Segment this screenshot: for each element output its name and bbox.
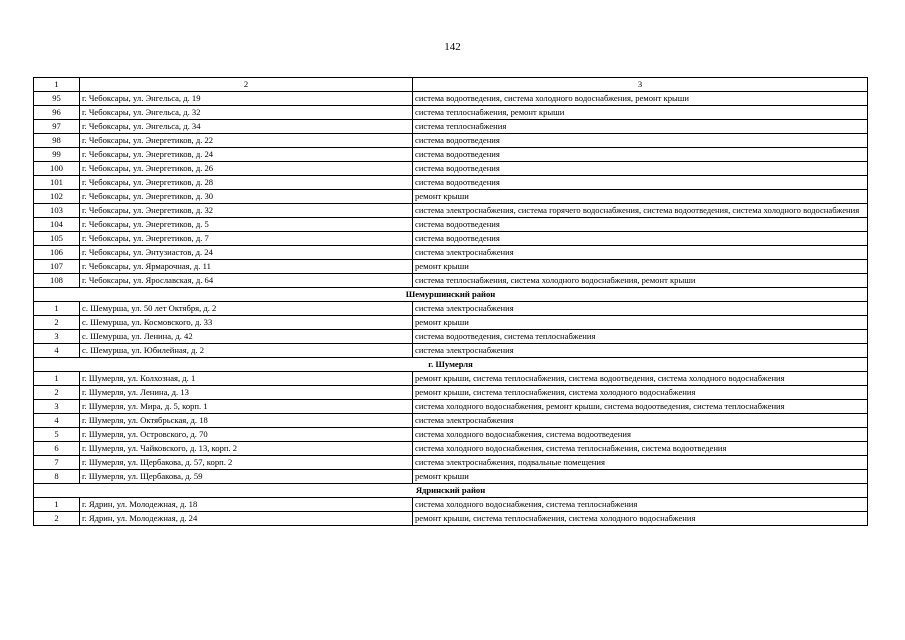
row-address: с. Шемурша, ул. Ленина, д. 42 bbox=[80, 330, 413, 344]
row-address: г. Шумерля, ул. Октябрьская, д. 18 bbox=[80, 414, 413, 428]
row-works: система водоотведения, система холодного водоснабжения, ремонт крыши bbox=[413, 92, 868, 106]
row-address: г. Чебоксары, ул. Энергетиков, д. 26 bbox=[80, 162, 413, 176]
table-row bbox=[34, 204, 868, 218]
row-works: система холодного водоснабжения, система теплоснабжения bbox=[413, 498, 868, 512]
row-address: г. Чебоксары, ул. Энергетиков, д. 5 bbox=[80, 218, 413, 232]
row-number: 2 bbox=[34, 512, 80, 526]
table-row bbox=[34, 400, 868, 414]
row-number: 4 bbox=[34, 344, 80, 358]
row-works: система водоотведения, система теплоснабжения bbox=[413, 330, 868, 344]
row-address: г. Ядрин, ул. Молодежная, д. 18 bbox=[80, 498, 413, 512]
row-number: 106 bbox=[34, 246, 80, 260]
row-number: 1 bbox=[34, 372, 80, 386]
row-works: система электроснабжения bbox=[413, 344, 868, 358]
table-row bbox=[34, 274, 868, 288]
table-row bbox=[34, 330, 868, 344]
row-address: г. Чебоксары, ул. Энтузиастов, д. 24 bbox=[80, 246, 413, 260]
table-row bbox=[34, 92, 868, 106]
register-table bbox=[33, 77, 868, 526]
table-row bbox=[34, 246, 868, 260]
row-number: 100 bbox=[34, 162, 80, 176]
row-number: 103 bbox=[34, 204, 80, 218]
row-address: г. Чебоксары, ул. Энгельса, д. 32 bbox=[80, 106, 413, 120]
row-address: г. Шумерля, ул. Щербакова, д. 57, корп. 2 bbox=[80, 456, 413, 470]
row-address: с. Шемурша, ул. Юбилейная, д. 2 bbox=[80, 344, 413, 358]
row-works: система водоотведения bbox=[413, 232, 868, 246]
table-row bbox=[34, 232, 868, 246]
table-row bbox=[34, 260, 868, 274]
section-title: г. Шумерля bbox=[34, 358, 868, 372]
table-row bbox=[34, 428, 868, 442]
row-number: 8 bbox=[34, 470, 80, 484]
table-row bbox=[34, 176, 868, 190]
row-works: система теплоснабжения, система холодного водоснабжения, ремонт крыши bbox=[413, 274, 868, 288]
row-works: система холодного водоснабжения, ремонт крыши, система водоотведения, система теплоснабжения bbox=[413, 400, 868, 414]
row-address: г. Шумерля, ул. Ленина, д. 13 bbox=[80, 386, 413, 400]
row-works: система электроснабжения bbox=[413, 302, 868, 316]
table-row bbox=[34, 162, 868, 176]
row-number: 99 bbox=[34, 148, 80, 162]
row-number: 108 bbox=[34, 274, 80, 288]
table-row bbox=[34, 344, 868, 358]
row-address: г. Чебоксары, ул. Энгельса, д. 34 bbox=[80, 120, 413, 134]
row-number: 4 bbox=[34, 414, 80, 428]
header-row bbox=[34, 78, 868, 92]
table-body bbox=[34, 78, 868, 526]
row-address: г. Чебоксары, ул. Ярмарочная, д. 11 bbox=[80, 260, 413, 274]
row-works: система водоотведения bbox=[413, 176, 868, 190]
row-number: 3 bbox=[34, 330, 80, 344]
section-title: Ядринский район bbox=[34, 484, 868, 498]
header-col-1: 1 bbox=[34, 78, 80, 92]
header-col-3: 3 bbox=[413, 78, 868, 92]
row-works: ремонт крыши, система теплоснабжения, система холодного водоснабжения bbox=[413, 512, 868, 526]
row-works: система холодного водоснабжения, система водоотведения bbox=[413, 428, 868, 442]
row-address: г. Чебоксары, ул. Энергетиков, д. 22 bbox=[80, 134, 413, 148]
row-address: с. Шемурша, ул. 50 лет Октября, д. 2 bbox=[80, 302, 413, 316]
row-number: 96 bbox=[34, 106, 80, 120]
section-title: Шемуршинский район bbox=[34, 288, 868, 302]
table-row bbox=[34, 498, 868, 512]
table-row bbox=[34, 190, 868, 204]
table-row bbox=[34, 106, 868, 120]
row-address: г. Чебоксары, ул. Энергетиков, д. 32 bbox=[80, 204, 413, 218]
row-number: 2 bbox=[34, 386, 80, 400]
row-works: ремонт крыши, система теплоснабжения, система водоотведения, система холодного водоснабжения bbox=[413, 372, 868, 386]
row-works: система электроснабжения bbox=[413, 246, 868, 260]
table-row bbox=[34, 148, 868, 162]
row-number: 101 bbox=[34, 176, 80, 190]
row-number: 7 bbox=[34, 456, 80, 470]
table-row bbox=[34, 372, 868, 386]
table-row bbox=[34, 218, 868, 232]
row-works: система электроснабжения bbox=[413, 414, 868, 428]
row-works: система водоотведения bbox=[413, 162, 868, 176]
row-works: ремонт крыши bbox=[413, 260, 868, 274]
row-address: с. Шемурша, ул. Космовского, д. 33 bbox=[80, 316, 413, 330]
row-address: г. Чебоксары, ул. Энгельса, д. 19 bbox=[80, 92, 413, 106]
row-works: система водоотведения bbox=[413, 134, 868, 148]
row-number: 95 bbox=[34, 92, 80, 106]
row-number: 105 bbox=[34, 232, 80, 246]
row-number: 98 bbox=[34, 134, 80, 148]
row-number: 2 bbox=[34, 316, 80, 330]
table-row bbox=[34, 386, 868, 400]
row-address: г. Чебоксары, ул. Энергетиков, д. 7 bbox=[80, 232, 413, 246]
section-row bbox=[34, 484, 868, 498]
row-works: система водоотведения bbox=[413, 218, 868, 232]
row-works: ремонт крыши bbox=[413, 190, 868, 204]
row-number: 104 bbox=[34, 218, 80, 232]
row-number: 102 bbox=[34, 190, 80, 204]
row-works: система электроснабжения, подвальные помещения bbox=[413, 456, 868, 470]
row-address: г. Шумерля, ул. Щербакова, д. 59 bbox=[80, 470, 413, 484]
row-number: 6 bbox=[34, 442, 80, 456]
row-number: 1 bbox=[34, 498, 80, 512]
row-address: г. Шумерля, ул. Островского, д. 70 bbox=[80, 428, 413, 442]
table-row bbox=[34, 442, 868, 456]
header-col-2: 2 bbox=[80, 78, 413, 92]
section-row bbox=[34, 288, 868, 302]
row-address: г. Шумерля, ул. Колхозная, д. 1 bbox=[80, 372, 413, 386]
row-address: г. Чебоксары, ул. Ярославская, д. 64 bbox=[80, 274, 413, 288]
section-row bbox=[34, 358, 868, 372]
table-row bbox=[34, 316, 868, 330]
table-row bbox=[34, 456, 868, 470]
table-row bbox=[34, 414, 868, 428]
row-number: 5 bbox=[34, 428, 80, 442]
row-address: г. Чебоксары, ул. Энергетиков, д. 24 bbox=[80, 148, 413, 162]
row-works: система теплоснабжения, ремонт крыши bbox=[413, 106, 868, 120]
row-address: г. Чебоксары, ул. Энергетиков, д. 28 bbox=[80, 176, 413, 190]
row-works: система теплоснабжения bbox=[413, 120, 868, 134]
table-row bbox=[34, 512, 868, 526]
row-number: 107 bbox=[34, 260, 80, 274]
row-address: г. Ядрин, ул. Молодежная, д. 24 bbox=[80, 512, 413, 526]
page-number: 142 bbox=[444, 41, 461, 53]
row-number: 3 bbox=[34, 400, 80, 414]
row-works: система электроснабжения, система горячего водоснабжения, система водоотведения, система холодного водоснабжения bbox=[413, 204, 868, 218]
table-row bbox=[34, 470, 868, 484]
row-address: г. Чебоксары, ул. Энергетиков, д. 30 bbox=[80, 190, 413, 204]
row-number: 1 bbox=[34, 302, 80, 316]
row-works: система холодного водоснабжения, система теплоснабжения, система водоотведения bbox=[413, 442, 868, 456]
row-works: ремонт крыши bbox=[413, 316, 868, 330]
row-works: ремонт крыши bbox=[413, 470, 868, 484]
table-row bbox=[34, 120, 868, 134]
row-address: г. Шумерля, ул. Чайковского, д. 13, корп. 2 bbox=[80, 442, 413, 456]
row-works: ремонт крыши, система теплоснабжения, система холодного водоснабжения bbox=[413, 386, 868, 400]
row-address: г. Шумерля, ул. Мира, д. 5, корп. 1 bbox=[80, 400, 413, 414]
row-works: система водоотведения bbox=[413, 148, 868, 162]
row-number: 97 bbox=[34, 120, 80, 134]
table-row bbox=[34, 134, 868, 148]
table-row bbox=[34, 302, 868, 316]
